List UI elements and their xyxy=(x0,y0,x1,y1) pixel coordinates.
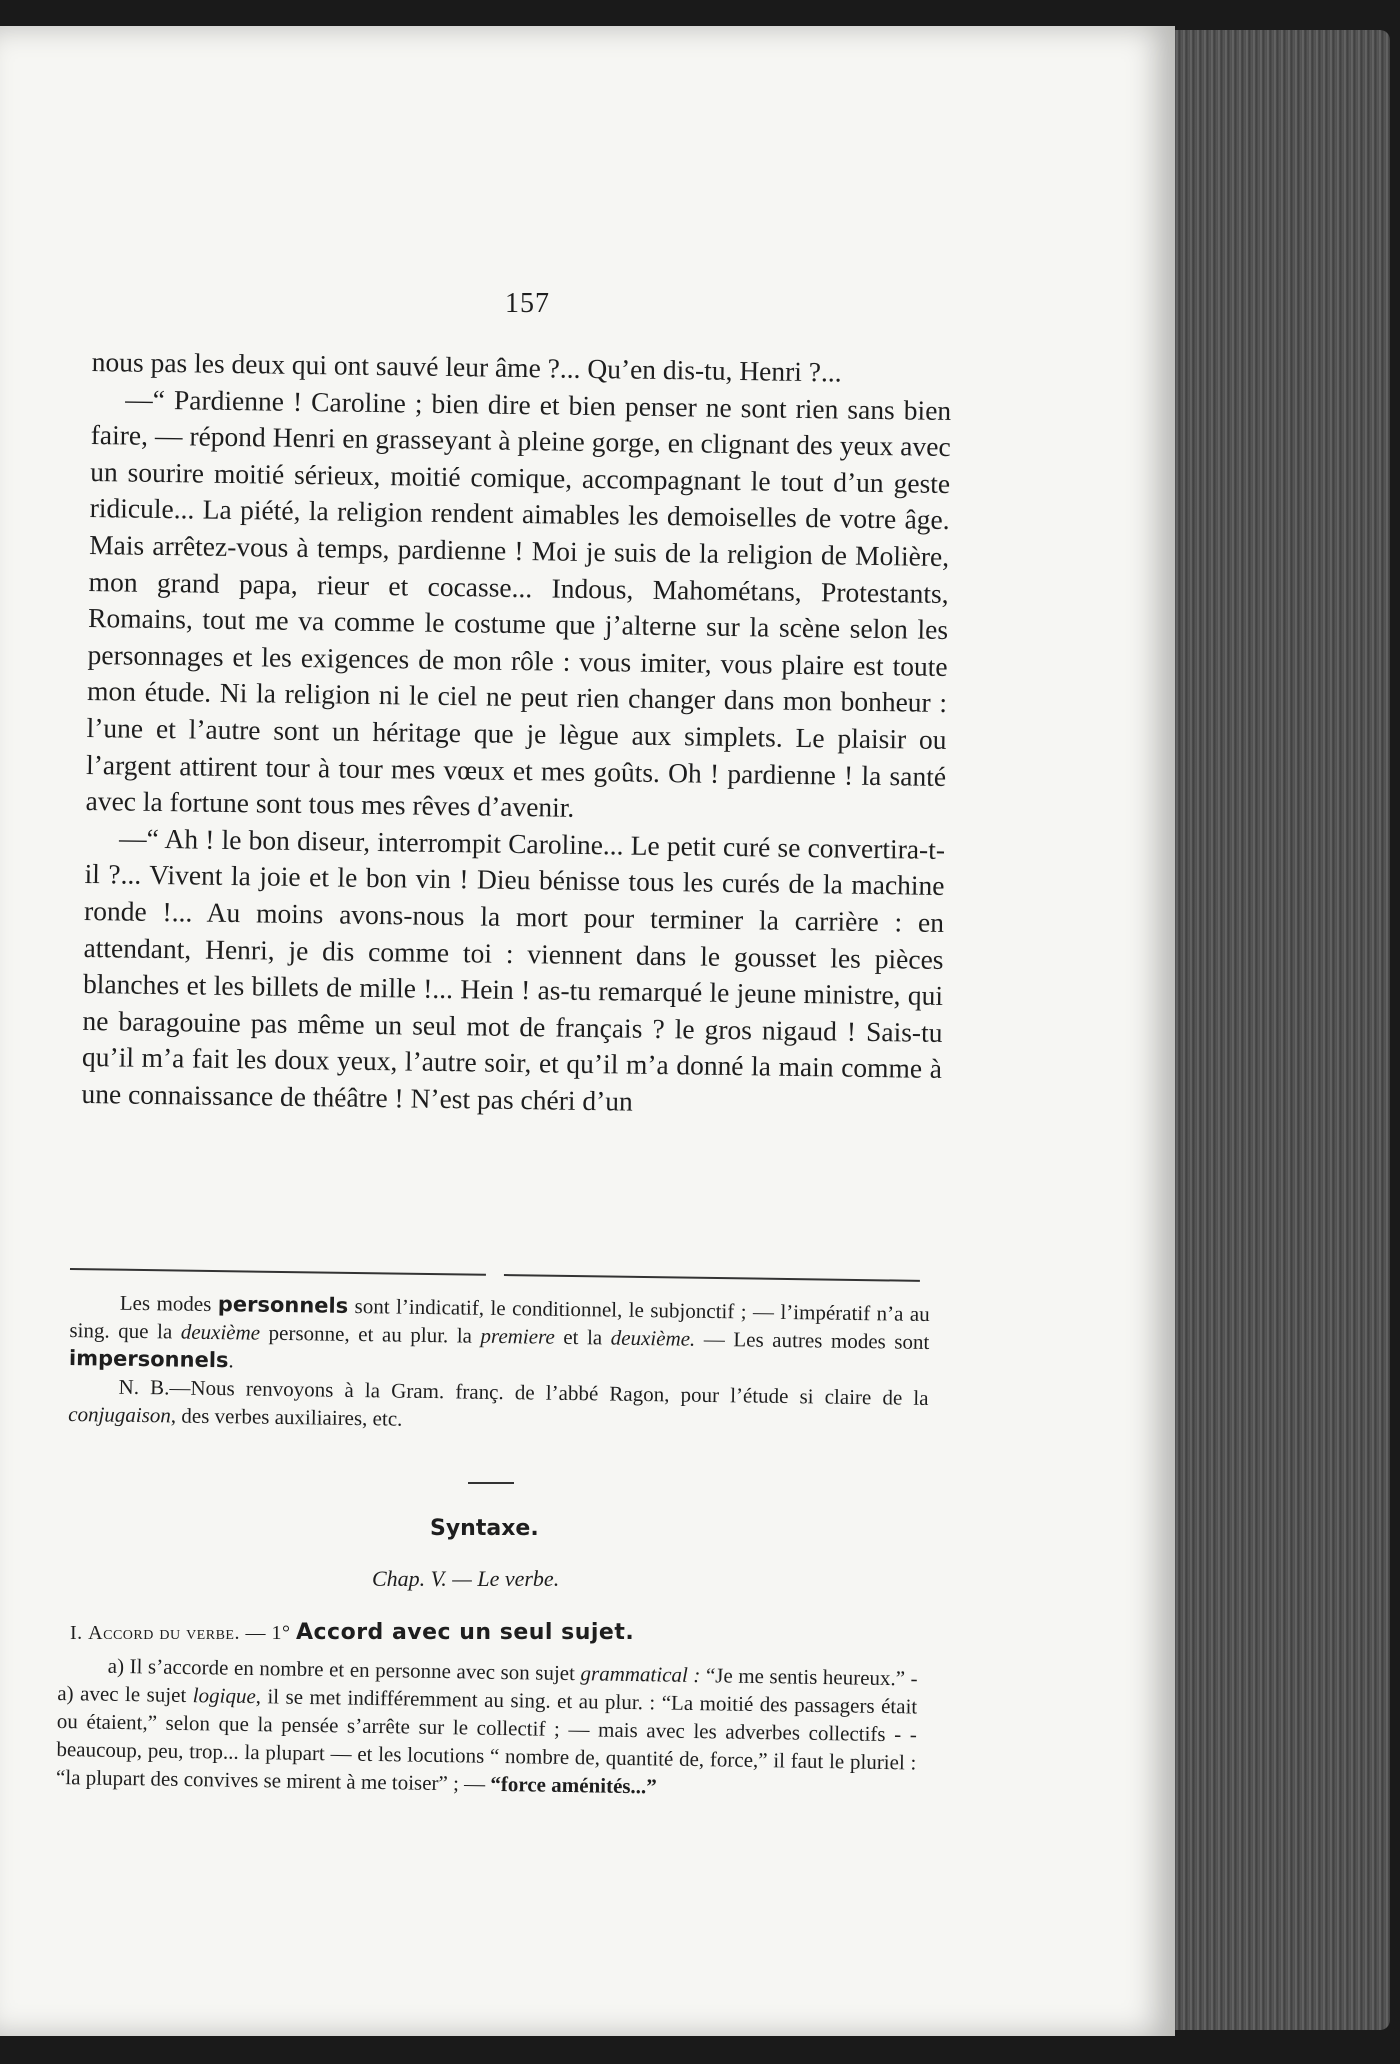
rule-heading: I. Accord du verbe. — 1° Accord avec un seul sujet. xyxy=(70,1620,635,1645)
footnote-separator xyxy=(70,1268,920,1283)
paragraph: —“ Pardienne ! Caroline ; bien dire et bien penser ne sont rien sans bien faire, — répond Henri en grasseyant à pleine gorge, en clignant des yeux avec un sourire moitié sérieux, moitié comique, accompagnant le tout d’un geste ridicule... La piété, la religion rendent aimables les demoiselles de votre âge. Mais arrêtez-vous à temps, pardienne ! Moi je suis de la religion de Molière, mon grand papa, rieur et cocasse... Indous, Mahométans, Protestants, Romains, tout me va comme le costume que j’alterne sur la scène selon les personnages et les exigences de mon rôle : vous imiter, vous plaire est toute mon étude. Ni la religion ni le ciel ne peut rien changer dans mon bonheur : l’une et l’autre sont un héritage que je lègue aux simplets. Le plaisir ou l’argent attirent tour à tour mes vœux et mes goûts. Oh ! pardienne ! la santé avec la fortune sont tous mes rêves d’avenir. xyxy=(85,383,952,823)
rule-paragraph: a) Il s’accorde en nombre et en personne avec son sujet grammatical : “Je me sentis heureux.” - a) avec le sujet logique, il se met indifféremment au sing. et au plur. : “La moitié des passagers était ou étaient,” selon que la pensée s’arrête sur le collectif ; — mais avec les adverbes collectifs - - beaucoup, peu, trop... la plupart — et les locutions “ nombre de, quantité de, force,” il faut le pluriel : “la plupart des convives se mirent à me toiser” ; — “force aménités...” xyxy=(55,1653,918,1799)
section-divider xyxy=(468,1482,514,1484)
chapter-title: Chap. V. — Le verbe. xyxy=(372,1566,560,1591)
page-number: 157 xyxy=(505,288,550,319)
note-modes: Les modes personnels sont l’indicatif, le conditionnel, le subjonctif ; — l’impératif n’a au sing. que la deuxième personne, et au plur. la premiere et la deuxième. — Les autres modes sont impersonnels. xyxy=(68,1290,930,1373)
rule-body xyxy=(56,1651,918,1804)
main-text xyxy=(81,344,952,1124)
section-title: Syntaxe. xyxy=(430,1516,539,1541)
paragraph: —“ Ah ! le bon diseur, interrompit Caroline... Le petit curé se convertira-t-il ?... Vivent la joie et le bon vin ! Dieu bénisse tous les curés de la machine ronde !... Au moins avons-nous la mort pour terminer la carrière : en attendant, Henri, je dis comme toi : viennent dans le gousset les pièces blanches et les billets de mille !... Hein ! as-tu remarqué le jeune ministre, qui ne baragouine pas même un seul mot de français ? le gros nigaud ! Sais-tu qu’il m’a fait les doux yeux, l’autre soir, et qu’il m’a donné la main comme à une connaissance de théâtre ! N’est pas chéri d’un xyxy=(81,822,946,1117)
footnotes xyxy=(68,1288,930,1440)
book-page-edges xyxy=(1140,30,1390,2030)
paragraph: nous pas les deux qui ont sauvé leur âme ?... Qu’en dis-tu, Henri ?... xyxy=(91,345,842,388)
book-page xyxy=(0,26,1175,2036)
note-nb: N. B.—Nous renvoyons à la Gram. franç. de l’abbé Ragon, pour l’étude si claire de la conjugaison, des verbes auxiliaires, etc. xyxy=(68,1374,929,1431)
